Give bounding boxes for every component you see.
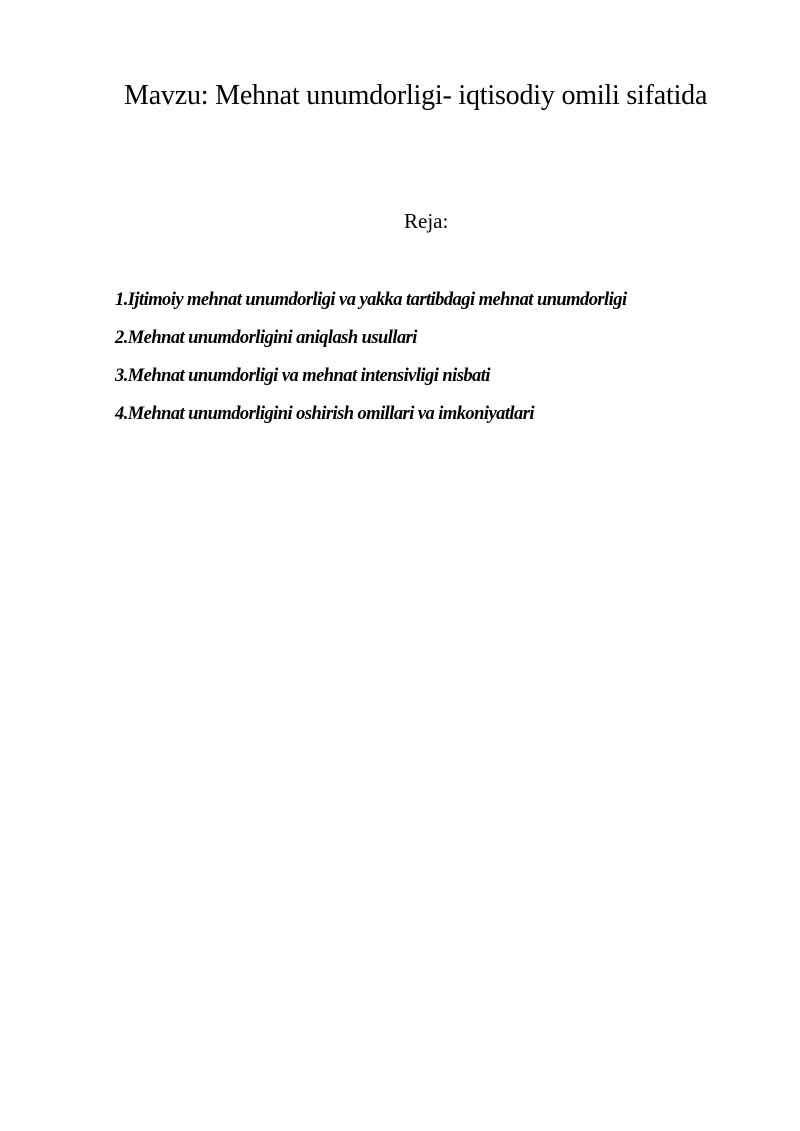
plan-item-4: 4.Mehnat unumdorligini oshirish omillari va imkoniyatlari — [115, 404, 534, 424]
plan-list — [115, 281, 627, 433]
plan-item-3: 3.Mehnat unumdorligi va mehnat intensivligi nisbati — [115, 366, 490, 386]
plan-item-2: 2.Mehnat unumdorligini aniqlash usullari — [115, 328, 417, 348]
plan-heading: Reja: — [404, 209, 449, 233]
plan-item-1: 1.Ijtimoiy mehnat unumdorligi va yakka tartibdagi mehnat unumdorligi — [115, 290, 627, 310]
document-title: Mavzu: Mehnat unumdorligi- iqtisodiy omili sifatida — [124, 80, 708, 111]
